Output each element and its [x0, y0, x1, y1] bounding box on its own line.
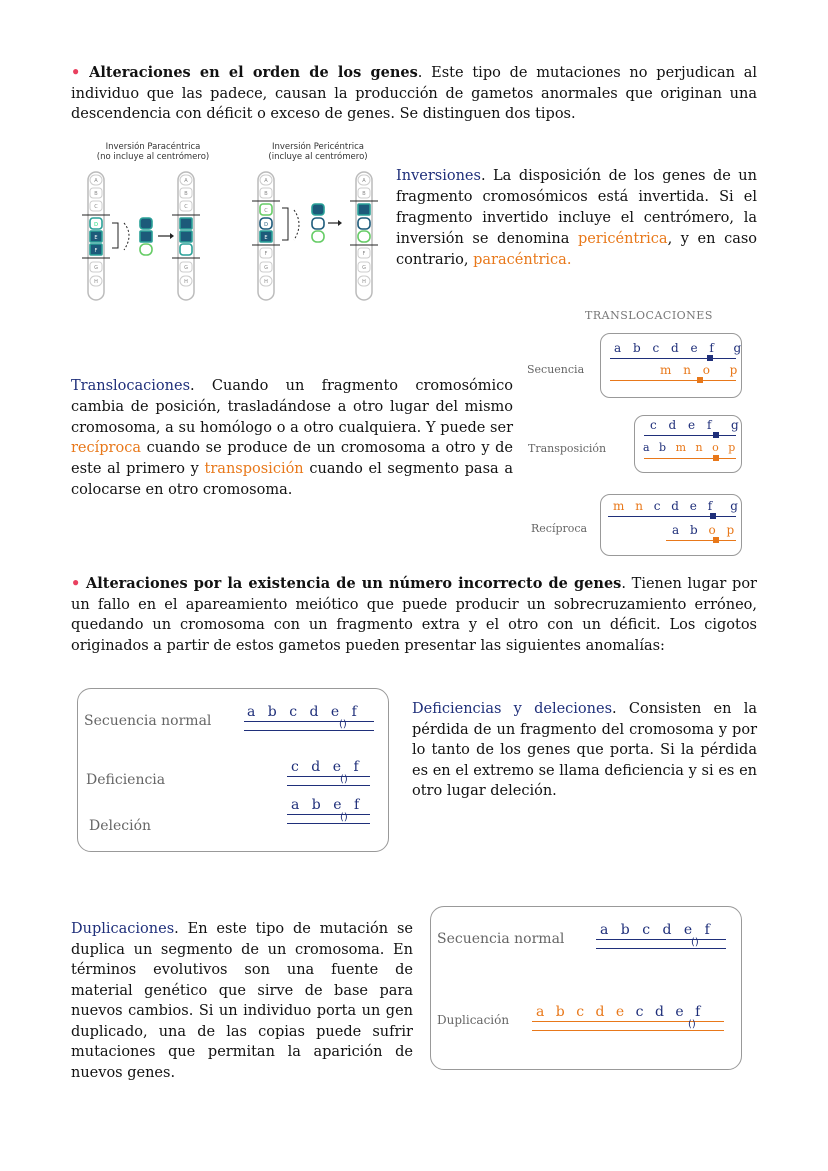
label-reciproca: Recíproca [531, 522, 588, 535]
def-deficiencia-line-1 [287, 776, 370, 777]
def-deficiencia-line-2 [287, 785, 370, 786]
seq2-bot-centromere [713, 455, 719, 461]
label-duplicacion: Duplicación [437, 1013, 510, 1027]
section-text: . Este tipo de mutaciones no perjudican al individuo que las padece, causan la producción de gametos anormales que originan una descendencia con déficit o exceso de genes. Se distinguen dos tipos. [71, 65, 757, 122]
inversiones-title: Inversiones [396, 168, 481, 184]
svg-text:B: B [184, 191, 188, 197]
paracentric-caption: Inversión Paracéntrica (no incluye al centrómero) [96, 142, 210, 162]
seq3-top-centromere [710, 513, 716, 519]
svg-text:F: F [94, 248, 98, 254]
seq3-bot: a b o p [672, 523, 738, 537]
svg-text:A: A [94, 178, 98, 184]
def-delecion-seq: a b e f [291, 797, 364, 813]
seq2-top-centromere [713, 432, 719, 438]
translocaciones-title: TRANSLOCACIONES [585, 309, 713, 322]
section-text: . Tienen lugar por un fallo en el apareamiento meiótico que puede producir un sobrecruzamiento erróneo, quedando un cromosoma con un fragmento extra y el otro con un déficit. Los cigotos originados a partir de estos gametos pueden presentar las siguientes anomalías: [71, 576, 757, 654]
def-delecion-line-1 [287, 814, 370, 815]
def-normal-centromere: () [339, 719, 347, 730]
svg-text:C: C [184, 204, 188, 210]
label-secuencia: Secuencia [527, 363, 585, 376]
dup-seq: a b c d e c d e f [536, 1004, 704, 1020]
def-normal-line-1 [244, 721, 374, 722]
section-orden-genes [71, 63, 757, 125]
svg-text:G: G [184, 265, 188, 271]
dup-normal-line-1 [596, 939, 726, 940]
def-delecion-centromere: () [340, 812, 348, 823]
label-delecion: Deleción [89, 818, 152, 834]
pericentrica-term: pericéntrica [577, 231, 668, 247]
seq1-bot-line [610, 380, 736, 381]
svg-text:C: C [94, 204, 98, 210]
translocaciones-paragraph: Translocaciones. Cuando un fragmento cromosómico cambia de posición, trasladándose a otro lugar del mismo cromosoma, a su homólogo o a otro cualquiera. Y puede ser recíproca cuando se produce de un cromosoma a otro y de este al primero y transposición cuando el segmento pasa a colocarse en otro cromosoma. [71, 378, 514, 498]
inversiones-paragraph: Inversiones. La disposición de los genes de un fragmento cromosómicos está invertida. Si el fragmento invertido incluye el centrómero, la inversión se denomina pericéntrica, y en caso contrario, paracéntrica. [396, 168, 758, 268]
seq2-bot-line [644, 458, 736, 459]
dup-normal-line-2 [596, 948, 726, 949]
seq3-top: m n c d e f g [613, 499, 742, 513]
label-deficiencia: Deficiencia [86, 772, 166, 788]
def-normal-seq: a b c d e f [247, 704, 361, 720]
svg-text:A: A [362, 178, 366, 184]
svg-text:D: D [264, 222, 268, 228]
svg-text:A: A [264, 178, 268, 184]
seq1-top-line [610, 358, 736, 359]
svg-text:B: B [362, 191, 366, 197]
seq1-bot: m n o p [660, 363, 742, 377]
svg-text:H: H [362, 279, 366, 285]
svg-text:G: G [362, 265, 366, 271]
paracentrica-term: paracéntrica. [473, 252, 572, 268]
dup-normal-seq: a b c d e f [600, 922, 714, 938]
bullet-mark: • [71, 64, 81, 81]
reciproca-term: recíproca [71, 440, 141, 457]
svg-text:G: G [264, 265, 268, 271]
label-transposicion: Transposición [528, 442, 607, 455]
seq3-bot-line [666, 540, 736, 541]
svg-text:B: B [94, 191, 98, 197]
translocaciones-term: Translocaciones [71, 378, 191, 394]
inversion-figure [78, 142, 388, 307]
svg-text:G: G [94, 265, 98, 271]
label-dup-secuencia-normal: Secuencia normal [437, 931, 565, 947]
section-heading: Alteraciones por la existencia de un número incorrecto de genes [85, 575, 622, 592]
svg-text:F: F [264, 251, 268, 257]
seq1-top-centromere [707, 355, 713, 361]
svg-text:E: E [264, 235, 268, 241]
svg-text:H: H [184, 279, 188, 285]
seq3-bot-centromere [713, 537, 719, 543]
def-delecion-line-2 [287, 823, 370, 824]
seq2-top-line [644, 435, 736, 436]
dup-normal-centromere: () [691, 937, 699, 948]
def-deficiencia-seq: c d e f [291, 759, 363, 775]
deficiencias-term: Deficiencias y deleciones [412, 701, 613, 717]
duplicaciones-paragraph: Duplicaciones. En este tipo de mutación se duplica un segmento de un cromosoma. En términos evolutivos son una fuente de material genético que sirve de base para nuevos cambios. Si un individuo porta un gen duplicado, una de las copias puede sufrir mutaciones que permitan la aparición de nuevos genes. [71, 921, 413, 1081]
pericentric-caption: Inversión Pericéntrica (incluye al centrómero) [268, 142, 368, 162]
dup-line-2 [532, 1030, 724, 1031]
transposicion-term: transposición [204, 461, 304, 478]
svg-text:A: A [184, 178, 188, 184]
inversion-diagram [78, 168, 388, 308]
seq2-bot: a b m n o p [643, 441, 739, 454]
svg-text:H: H [264, 279, 268, 285]
label-secuencia-normal: Secuencia normal [84, 713, 212, 729]
duplicaciones-term: Duplicaciones [71, 921, 175, 937]
section-heading: Alteraciones en el orden de los genes [89, 64, 418, 81]
dup-centromere: () [688, 1019, 696, 1030]
seq2-top: c d e f g [650, 418, 743, 432]
svg-text:F: F [362, 251, 366, 257]
svg-text:D: D [94, 222, 98, 228]
svg-text:B: B [264, 191, 268, 197]
bullet-mark: • [71, 575, 81, 592]
deficiencias-paragraph: Deficiencias y deleciones. Consisten en la pérdida de un fragmento del cromosoma y por lo tanto de los genes que porta. Si la pérdida es en el extremo se llama deficiencia y si es en otro lugar deleción. [412, 701, 757, 799]
def-deficiencia-centromere: () [340, 774, 348, 785]
svg-text:H: H [94, 279, 98, 285]
svg-text:E: E [94, 235, 98, 241]
def-normal-line-2 [244, 730, 374, 731]
svg-text:C: C [264, 208, 268, 214]
seq1-bot-centromere [697, 377, 703, 383]
section-numero-genes [71, 574, 757, 656]
seq1-top: a b c d e f g [614, 341, 746, 355]
seq3-top-line [608, 516, 736, 517]
